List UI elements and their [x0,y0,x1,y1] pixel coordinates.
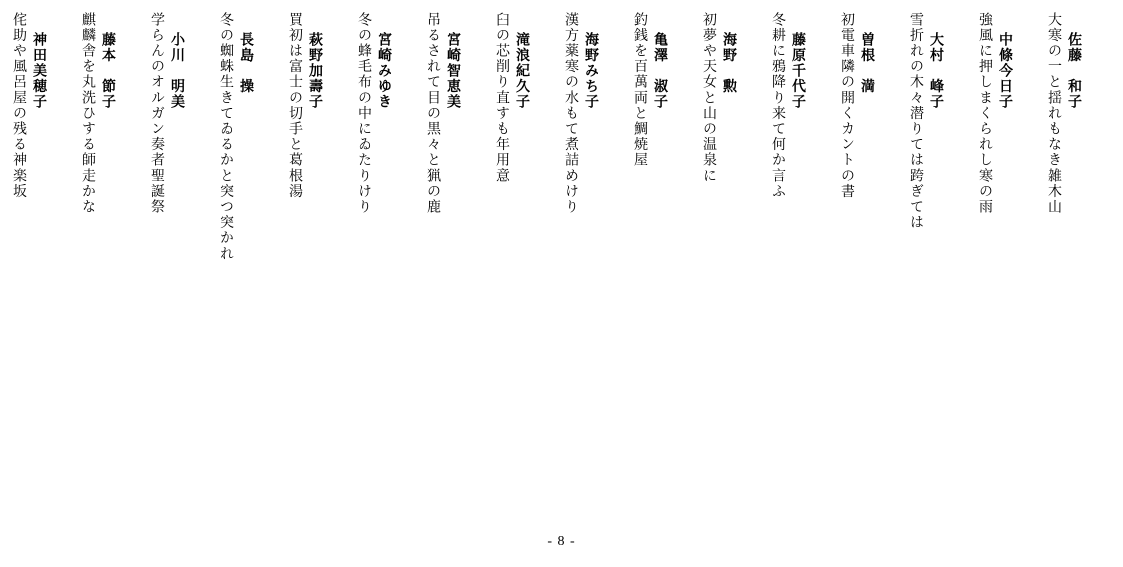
haiku-text: 学らんのオルガン奏者聖誕祭 [149,12,165,215]
author-name: 萩野加壽子 [307,32,323,110]
haiku-text: 冬耕に鴉降り来て何か言ふ [770,12,786,200]
haiku-entry [562,12,600,512]
haiku-entry [217,12,255,512]
author-name: 小川 明美 [169,32,185,110]
author-name: 曽根 満 [859,32,875,95]
author-name: 宮崎智恵美 [445,32,461,110]
haiku-text: 強風に押しまくられし寒の雨 [977,12,993,215]
haiku-entry [631,12,669,512]
author-name: 長島 操 [238,32,254,95]
haiku-text: 冬の蜂毛布の中にゐたりけり [356,12,372,215]
haiku-text: 冬の蜘蛛生きてゐるかと突つ突かれ [218,12,234,262]
author-name: 宮崎みゆき [376,32,392,110]
haiku-entry [79,12,117,512]
haiku-entry [769,12,807,512]
haiku-columns [0,12,1083,512]
haiku-text: 初夢や天女と山の温泉に [701,12,717,184]
haiku-text: 臼の芯削り直すも年用意 [494,12,510,184]
author-name: 神田美穂子 [31,32,47,110]
page-number: - 8 - [547,534,576,549]
haiku-entry [355,12,393,512]
haiku-text: 釣銭を百萬両と鯛焼屋 [632,12,648,168]
haiku-entry [976,12,1014,512]
author-name: 海野みち子 [583,32,599,110]
haiku-entry [907,12,945,512]
haiku-text: 大寒の一と揺れもなき雑木山 [1046,12,1062,215]
haiku-entry [148,12,186,512]
haiku-text: 雪折れの木々潜りては跨ぎては [908,12,924,231]
haiku-entry [1045,12,1083,512]
haiku-text: 初電車隣の開くカントの書 [839,12,855,200]
haiku-text: 吊るされて目の黒々と猟の鹿 [425,12,441,215]
author-name: 滝浪紀久子 [514,32,530,110]
author-name: 佐藤 和子 [1066,32,1082,110]
author-name: 亀澤 淑子 [652,32,668,110]
author-name: 藤原千代子 [790,32,806,110]
author-name: 藤本 節子 [100,32,116,110]
haiku-entry [838,12,876,512]
haiku-text: 漢方薬寒の水もて煮詰めけり [563,12,579,215]
author-name: 海野 勲 [721,32,737,95]
author-name: 大村 峰子 [928,32,944,110]
haiku-entry [286,12,324,512]
haiku-entry [424,12,462,512]
haiku-entry [700,12,738,512]
haiku-entry [493,12,531,512]
author-name: 中條今日子 [997,32,1013,110]
haiku-text: 麒麟舎を丸洗ひする師走かな [80,12,96,215]
haiku-text: 侘助や風呂屋の残る神楽坂 [11,12,27,200]
haiku-text: 買初は富士の切手と葛根湯 [287,12,303,200]
haiku-entry [10,12,48,512]
